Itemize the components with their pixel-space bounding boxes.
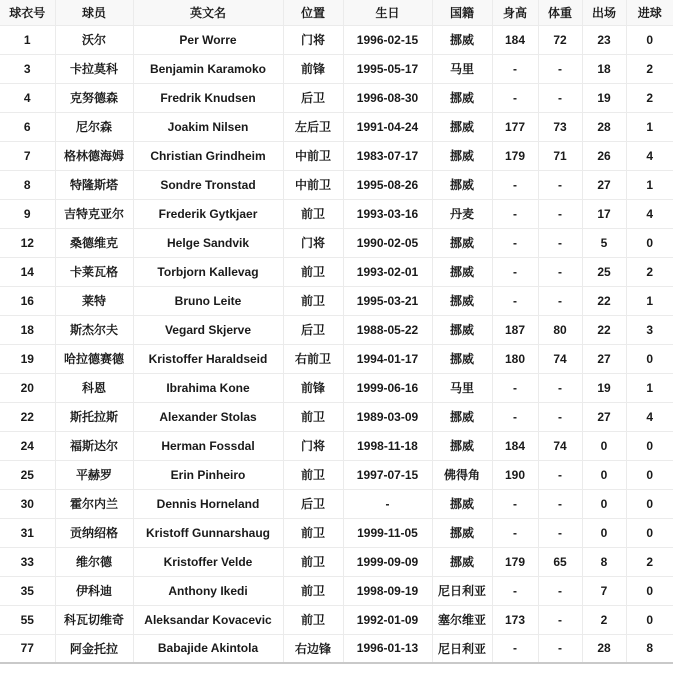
cell-jersey-number: 77: [0, 634, 55, 663]
cell-appearances: 22: [582, 286, 626, 315]
cell-goals: 0: [626, 518, 673, 547]
cell-player-name-en: Aleksandar Kovacevic: [133, 605, 283, 634]
cell-appearances: 2: [582, 605, 626, 634]
cell-position: 左后卫: [283, 112, 343, 141]
cell-weight: -: [538, 54, 582, 83]
cell-weight: -: [538, 373, 582, 402]
cell-weight: 74: [538, 431, 582, 460]
column-header-nationality: 国籍: [432, 0, 492, 25]
cell-goals: 0: [626, 576, 673, 605]
cell-birthday: 1996-02-15: [343, 25, 432, 54]
cell-goals: 0: [626, 605, 673, 634]
cell-player-name-en: Herman Fossdal: [133, 431, 283, 460]
cell-jersey-number: 12: [0, 228, 55, 257]
cell-player-name-en: Helge Sandvik: [133, 228, 283, 257]
cell-birthday: 1996-01-13: [343, 634, 432, 663]
cell-goals: 0: [626, 228, 673, 257]
cell-weight: -: [538, 257, 582, 286]
cell-nationality: 挪威: [432, 141, 492, 170]
cell-weight: 74: [538, 344, 582, 373]
cell-player-name-en: Frederik Gytkjaer: [133, 199, 283, 228]
cell-goals: 0: [626, 489, 673, 518]
cell-player-name-en: Fredrik Knudsen: [133, 83, 283, 112]
player-row: [0, 25, 673, 54]
cell-nationality: 挪威: [432, 286, 492, 315]
cell-birthday: 1999-09-09: [343, 547, 432, 576]
cell-appearances: 22: [582, 315, 626, 344]
column-header-height: 身高: [492, 0, 538, 25]
cell-player-name-cn: 沃尔: [55, 25, 133, 54]
cell-height: -: [492, 518, 538, 547]
cell-player-name-en: Dennis Horneland: [133, 489, 283, 518]
cell-height: 187: [492, 315, 538, 344]
cell-player-name-cn: 克努德森: [55, 83, 133, 112]
cell-height: -: [492, 54, 538, 83]
cell-nationality: 挪威: [432, 431, 492, 460]
cell-birthday: 1992-01-09: [343, 605, 432, 634]
player-row: [0, 518, 673, 547]
cell-birthday: 1998-11-18: [343, 431, 432, 460]
cell-goals: 1: [626, 170, 673, 199]
cell-player-name-cn: 桑德维克: [55, 228, 133, 257]
cell-nationality: 挪威: [432, 83, 492, 112]
cell-player-name-en: Joakim Nilsen: [133, 112, 283, 141]
cell-player-name-en: Erin Pinheiro: [133, 460, 283, 489]
column-header-birthday: 生日: [343, 0, 432, 25]
cell-appearances: 0: [582, 489, 626, 518]
cell-goals: 1: [626, 112, 673, 141]
cell-position: 门将: [283, 431, 343, 460]
cell-birthday: 1998-09-19: [343, 576, 432, 605]
cell-goals: 0: [626, 344, 673, 373]
cell-weight: -: [538, 518, 582, 547]
cell-position: 门将: [283, 25, 343, 54]
cell-birthday: 1993-03-16: [343, 199, 432, 228]
cell-height: -: [492, 257, 538, 286]
cell-jersey-number: 1: [0, 25, 55, 54]
cell-appearances: 26: [582, 141, 626, 170]
cell-player-name-cn: 福斯达尔: [55, 431, 133, 460]
cell-jersey-number: 31: [0, 518, 55, 547]
cell-jersey-number: 9: [0, 199, 55, 228]
cell-goals: 1: [626, 286, 673, 315]
cell-birthday: 1991-04-24: [343, 112, 432, 141]
cell-birthday: 1989-03-09: [343, 402, 432, 431]
cell-player-name-en: Bruno Leite: [133, 286, 283, 315]
cell-appearances: 0: [582, 431, 626, 460]
cell-position: 中前卫: [283, 170, 343, 199]
cell-goals: 4: [626, 141, 673, 170]
cell-weight: -: [538, 402, 582, 431]
cell-jersey-number: 33: [0, 547, 55, 576]
cell-weight: 72: [538, 25, 582, 54]
player-row: [0, 286, 673, 315]
player-row: [0, 344, 673, 373]
cell-jersey-number: 18: [0, 315, 55, 344]
column-header-player-name-en: 英文名: [133, 0, 283, 25]
cell-position: 前卫: [283, 547, 343, 576]
cell-player-name-cn: 贡纳绍格: [55, 518, 133, 547]
cell-appearances: 0: [582, 518, 626, 547]
cell-player-name-cn: 科恩: [55, 373, 133, 402]
cell-appearances: 18: [582, 54, 626, 83]
cell-height: -: [492, 228, 538, 257]
cell-appearances: 0: [582, 460, 626, 489]
cell-player-name-cn: 科瓦切维奇: [55, 605, 133, 634]
cell-weight: -: [538, 286, 582, 315]
cell-height: 184: [492, 431, 538, 460]
cell-birthday: 1988-05-22: [343, 315, 432, 344]
player-row: [0, 228, 673, 257]
cell-player-name-cn: 斯托拉斯: [55, 402, 133, 431]
cell-position: 后卫: [283, 489, 343, 518]
cell-appearances: 28: [582, 112, 626, 141]
cell-birthday: 1995-08-26: [343, 170, 432, 199]
cell-birthday: 1996-08-30: [343, 83, 432, 112]
cell-jersey-number: 20: [0, 373, 55, 402]
cell-position: 后卫: [283, 315, 343, 344]
cell-goals: 0: [626, 431, 673, 460]
cell-player-name-cn: 吉特克亚尔: [55, 199, 133, 228]
table-body: [0, 25, 673, 663]
cell-player-name-cn: 莱特: [55, 286, 133, 315]
cell-height: 190: [492, 460, 538, 489]
cell-position: 前卫: [283, 576, 343, 605]
cell-nationality: 挪威: [432, 257, 492, 286]
cell-goals: 3: [626, 315, 673, 344]
cell-player-name-cn: 尼尔森: [55, 112, 133, 141]
cell-nationality: 挪威: [432, 518, 492, 547]
cell-appearances: 27: [582, 402, 626, 431]
player-row: [0, 634, 673, 663]
cell-jersey-number: 30: [0, 489, 55, 518]
cell-nationality: 佛得角: [432, 460, 492, 489]
cell-birthday: 1993-02-01: [343, 257, 432, 286]
cell-weight: -: [538, 170, 582, 199]
cell-nationality: 马里: [432, 373, 492, 402]
player-row: [0, 112, 673, 141]
cell-jersey-number: 19: [0, 344, 55, 373]
cell-jersey-number: 55: [0, 605, 55, 634]
cell-nationality: 挪威: [432, 402, 492, 431]
player-row: [0, 170, 673, 199]
cell-appearances: 17: [582, 199, 626, 228]
cell-nationality: 塞尔维亚: [432, 605, 492, 634]
cell-player-name-en: Christian Grindheim: [133, 141, 283, 170]
cell-player-name-en: Kristoff Gunnarshaug: [133, 518, 283, 547]
cell-height: 173: [492, 605, 538, 634]
cell-appearances: 19: [582, 373, 626, 402]
cell-appearances: 27: [582, 344, 626, 373]
cell-nationality: 挪威: [432, 489, 492, 518]
cell-player-name-en: Anthony Ikedi: [133, 576, 283, 605]
cell-position: 右边锋: [283, 634, 343, 663]
cell-height: 180: [492, 344, 538, 373]
cell-birthday: 1999-11-05: [343, 518, 432, 547]
cell-jersey-number: 22: [0, 402, 55, 431]
cell-height: -: [492, 402, 538, 431]
cell-nationality: 挪威: [432, 112, 492, 141]
cell-jersey-number: 14: [0, 257, 55, 286]
player-row: [0, 460, 673, 489]
player-row: [0, 431, 673, 460]
cell-height: -: [492, 199, 538, 228]
column-header-goals: 进球: [626, 0, 673, 25]
cell-birthday: 1995-03-21: [343, 286, 432, 315]
cell-player-name-cn: 维尔德: [55, 547, 133, 576]
cell-appearances: 8: [582, 547, 626, 576]
cell-jersey-number: 7: [0, 141, 55, 170]
cell-weight: 80: [538, 315, 582, 344]
player-row: [0, 199, 673, 228]
column-header-position: 位置: [283, 0, 343, 25]
cell-position: 右前卫: [283, 344, 343, 373]
cell-goals: 1: [626, 373, 673, 402]
cell-height: 177: [492, 112, 538, 141]
cell-nationality: 尼日利亚: [432, 634, 492, 663]
cell-birthday: 1995-05-17: [343, 54, 432, 83]
cell-player-name-en: Kristoffer Velde: [133, 547, 283, 576]
cell-appearances: 7: [582, 576, 626, 605]
cell-position: 前卫: [283, 402, 343, 431]
cell-nationality: 尼日利亚: [432, 576, 492, 605]
player-row: [0, 141, 673, 170]
cell-height: -: [492, 373, 538, 402]
cell-position: 后卫: [283, 83, 343, 112]
column-header-player-name-cn: 球员: [55, 0, 133, 25]
cell-goals: 0: [626, 460, 673, 489]
cell-nationality: 挪威: [432, 25, 492, 54]
cell-player-name-cn: 格林德海姆: [55, 141, 133, 170]
cell-jersey-number: 4: [0, 83, 55, 112]
cell-player-name-cn: 斯杰尔夫: [55, 315, 133, 344]
cell-weight: 73: [538, 112, 582, 141]
cell-goals: 4: [626, 402, 673, 431]
cell-height: -: [492, 634, 538, 663]
cell-position: 前卫: [283, 286, 343, 315]
cell-player-name-cn: 阿金托拉: [55, 634, 133, 663]
cell-jersey-number: 24: [0, 431, 55, 460]
cell-player-name-en: Vegard Skjerve: [133, 315, 283, 344]
cell-player-name-en: Per Worre: [133, 25, 283, 54]
player-row: [0, 605, 673, 634]
cell-height: -: [492, 170, 538, 199]
cell-player-name-cn: 卡拉莫科: [55, 54, 133, 83]
cell-weight: -: [538, 489, 582, 518]
cell-position: 前锋: [283, 373, 343, 402]
cell-appearances: 5: [582, 228, 626, 257]
cell-player-name-en: Alexander Stolas: [133, 402, 283, 431]
cell-player-name-cn: 特隆斯塔: [55, 170, 133, 199]
cell-height: 184: [492, 25, 538, 54]
player-row: [0, 576, 673, 605]
cell-birthday: 1990-02-05: [343, 228, 432, 257]
cell-jersey-number: 8: [0, 170, 55, 199]
cell-weight: -: [538, 605, 582, 634]
cell-nationality: 丹麦: [432, 199, 492, 228]
cell-position: 前卫: [283, 518, 343, 547]
cell-player-name-cn: 霍尔内兰: [55, 489, 133, 518]
player-row: [0, 402, 673, 431]
player-row: [0, 315, 673, 344]
cell-player-name-en: Benjamin Karamoko: [133, 54, 283, 83]
cell-position: 中前卫: [283, 141, 343, 170]
cell-weight: -: [538, 460, 582, 489]
cell-appearances: 25: [582, 257, 626, 286]
cell-goals: 2: [626, 83, 673, 112]
cell-nationality: 挪威: [432, 170, 492, 199]
cell-nationality: 挪威: [432, 228, 492, 257]
cell-weight: -: [538, 228, 582, 257]
cell-goals: 0: [626, 25, 673, 54]
cell-player-name-cn: 哈拉德赛德: [55, 344, 133, 373]
cell-weight: -: [538, 199, 582, 228]
cell-height: 179: [492, 547, 538, 576]
cell-player-name-cn: 平赫罗: [55, 460, 133, 489]
cell-position: 前卫: [283, 257, 343, 286]
player-row: [0, 489, 673, 518]
cell-appearances: 19: [582, 83, 626, 112]
cell-height: -: [492, 83, 538, 112]
cell-position: 前卫: [283, 199, 343, 228]
cell-position: 前卫: [283, 460, 343, 489]
cell-position: 门将: [283, 228, 343, 257]
cell-jersey-number: 3: [0, 54, 55, 83]
cell-nationality: 挪威: [432, 315, 492, 344]
cell-goals: 4: [626, 199, 673, 228]
cell-goals: 2: [626, 547, 673, 576]
cell-birthday: 1994-01-17: [343, 344, 432, 373]
cell-nationality: 挪威: [432, 547, 492, 576]
player-row: [0, 547, 673, 576]
cell-nationality: 马里: [432, 54, 492, 83]
cell-height: 179: [492, 141, 538, 170]
cell-jersey-number: 35: [0, 576, 55, 605]
cell-appearances: 28: [582, 634, 626, 663]
cell-weight: -: [538, 576, 582, 605]
player-row: [0, 373, 673, 402]
column-header-jersey-number: 球衣号: [0, 0, 55, 25]
cell-player-name-en: Sondre Tronstad: [133, 170, 283, 199]
cell-weight: 71: [538, 141, 582, 170]
cell-nationality: 挪威: [432, 344, 492, 373]
cell-appearances: 27: [582, 170, 626, 199]
cell-weight: -: [538, 634, 582, 663]
cell-goals: 2: [626, 257, 673, 286]
cell-position: 前锋: [283, 54, 343, 83]
cell-weight: -: [538, 83, 582, 112]
cell-player-name-en: Kristoffer Haraldseid: [133, 344, 283, 373]
player-row: [0, 83, 673, 112]
column-header-weight: 体重: [538, 0, 582, 25]
cell-player-name-en: Ibrahima Kone: [133, 373, 283, 402]
cell-weight: 65: [538, 547, 582, 576]
column-header-appearances: 出场: [582, 0, 626, 25]
cell-jersey-number: 16: [0, 286, 55, 315]
table-header-row: [0, 0, 673, 25]
cell-height: -: [492, 489, 538, 518]
cell-jersey-number: 25: [0, 460, 55, 489]
cell-goals: 8: [626, 634, 673, 663]
cell-height: -: [492, 286, 538, 315]
cell-player-name-en: Torbjorn Kallevag: [133, 257, 283, 286]
cell-height: -: [492, 576, 538, 605]
cell-birthday: 1999-06-16: [343, 373, 432, 402]
cell-goals: 2: [626, 54, 673, 83]
player-row: [0, 257, 673, 286]
cell-player-name-cn: 伊科迪: [55, 576, 133, 605]
cell-player-name-cn: 卡莱瓦格: [55, 257, 133, 286]
cell-appearances: 23: [582, 25, 626, 54]
cell-player-name-en: Babajide Akintola: [133, 634, 283, 663]
cell-birthday: 1997-07-15: [343, 460, 432, 489]
player-row: [0, 54, 673, 83]
cell-birthday: -: [343, 489, 432, 518]
cell-position: 前卫: [283, 605, 343, 634]
cell-jersey-number: 6: [0, 112, 55, 141]
cell-birthday: 1983-07-17: [343, 141, 432, 170]
